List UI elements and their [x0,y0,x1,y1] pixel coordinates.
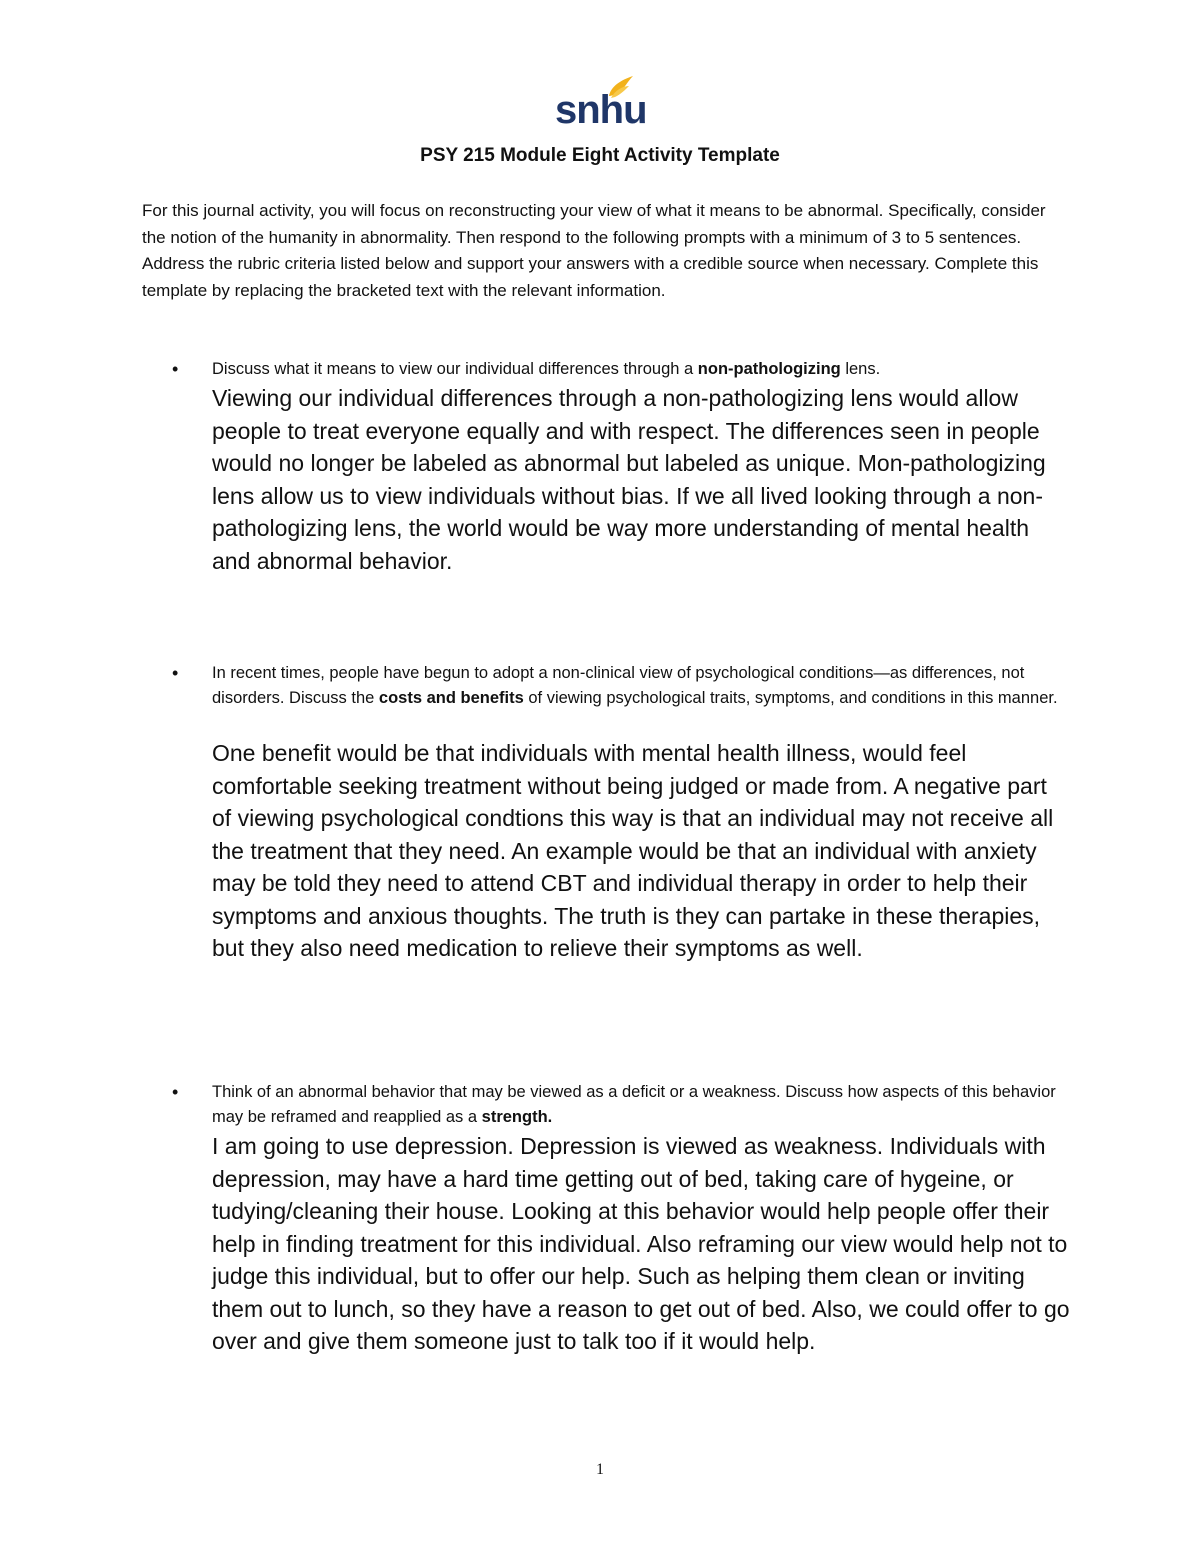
answer-text: I am going to use depression. Depression is viewed as weakness. Individuals with depression, may have a hard time getting out of bed, taking care of hygeine, or tudying/cleaning their house. Looking at this behavior would help people offer their help in finding treatment for this individual. Also reframing our view would help not to judge this individual, but to offer our help. Such as helping them clean or inviting them out to lunch, so they have a reason to get out of bed. Also, we could offer to go over and give them someone just to talk too if it would help. [212,1133,1070,1354]
bullet-icon: • [172,663,179,683]
prompt-text: In recent times, people have begun to adopt a non-clinical view of psychological conditions—as differences, not disorders. Discuss the costs and benefits of viewing psychological traits, symptoms, and conditions in this manner. [212,664,1058,707]
document-title: PSY 215 Module Eight Activity Template [420,145,780,166]
prompt-text: Think of an abnormal behavior that may be viewed as a deficit or a weakness. Discuss how aspects of this behavior may be reframed and reapplied as a strength. [212,1083,1056,1126]
answer-text: One benefit would be that individuals with mental health illness, would feel comfortable seeking treatment without being judged or made from. A negative part of viewing psychological condtions this way is that an individual may not receive all the treatment that they need. An example would be that an individual with anxiety may be told they need to attend CBT and individual therapy in order to help their symptoms and anxious thoughts. The truth is they can partake in these therapies, but they also need medication to relieve their symptoms as well. [212,740,1054,961]
bullet-icon: • [172,359,179,379]
intro-paragraph: For this journal activity, you will focus on reconstructing your view of what it means to be abnormal. Specifically, consider the notion of the humanity in abnormality. Then respond to the following prompts with a minimum of 3 to 5 sentences. Address the rubric criteria listed below and support your answers with a credible source when necessary. Complete this template by replacing the bracketed text with the relevant information. [142,201,1046,300]
prompt-text: Discuss what it means to view our individual differences through a non-pathologizing lens. [212,360,881,378]
page-number: 1 [596,1461,604,1478]
snhu-logo [555,74,647,134]
answer-text: Viewing our individual differences through a non-pathologizing lens would allow people to treat everyone equally and with respect. The differences seen in people would no longer be labeled as abnormal but labeled as unique. Mon-pathologizing lens allow us to view individuals without bias. If we all lived looking through a non-pathologizing lens, the world would be way more understanding of mental health and abnormal behavior. [212,385,1046,574]
bullet-icon: • [172,1082,179,1102]
logo-wordmark: snhu [555,88,647,132]
